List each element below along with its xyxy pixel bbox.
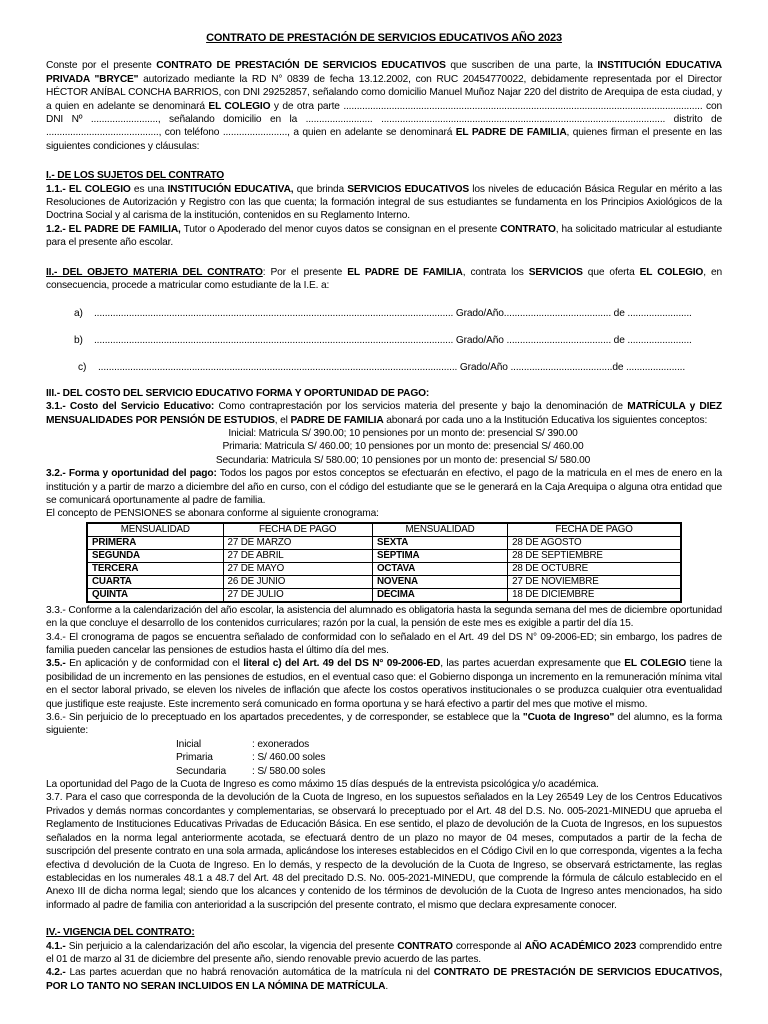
column-header: MENSUALIDAD [87, 523, 223, 537]
clause-1-1 [46, 183, 722, 223]
intro-padre: EL PADRE DE FAMILIA [455, 127, 567, 139]
clause-3-7: 3.7. Para el caso que corresponda de la devolución de la Cuota de Ingreso, en los supuestos señalados en la Ley 26549 Ley de los Centros Educativos Privados y demás normas concordantes y complementarias, se observará lo preceptuado por el Art. 48 del D.S. No. 005-2021-MINEDU que aprueba el Reglamento de Instituciones Educativas Privadas de Educación Básica. En ese sentido, el plazo de devolución de la Cuota de Ingresos, en los supuestos señalados en la norma legal anteriormente acotada, se efectuará dentro de un plazo no mayor de 04 meses, computados a partir de la fecha de suscripción del presente contrato en una sola armada, aplicándose los intereses establecidos en el Código Civil en lo que corresponda, vigentes a la fecha efectiva d devolución de la Cuota de Ingreso. En lo demás, y respecto de la devolución de la Cuota de Ingreso, se observará estrictamente, las reglas establecidas en los numerales 48.1 a 48.7 del Art. 48 del precitado D.S. No. 005-2021-MINEDU, que comprende la fórmula de cálculo establecido en el Anexo III de dicha norma legal; siendo que los alcances y contenido de los términos de devolución de la Cuota de Ingreso antes mencionados, ha sido informado al padre de familia con anterioridad a la suscripción del presente contrato, el mismo que declara expresamente conocer. [46, 792, 722, 911]
table-row [87, 575, 681, 588]
intro-paragraph [46, 59, 722, 153]
clause-text: es una [130, 183, 168, 195]
column-header: FECHA DE PAGO [508, 523, 681, 537]
student-line-label: a) [74, 307, 83, 319]
clause-3-5 [46, 657, 722, 711]
student-line-label: b) [74, 334, 83, 346]
table-cell: CUARTA [87, 575, 223, 588]
table-cell: 27 DE NOVIEMBRE [508, 575, 681, 588]
intro-institution-name: INSTITUCIÓN EDUCATIVA PRIVADA "BRYCE" [46, 60, 723, 85]
intro-contract-name: CONTRATO DE PRESTACIÓN DE SERVICIOS EDUCATIVOS [156, 60, 446, 72]
clause-text: : Por el presente [262, 266, 348, 278]
clause-text: , contrata los [462, 266, 529, 278]
student-line-a [46, 307, 722, 320]
table-cell: 27 DE MAYO [223, 562, 372, 575]
cuota-ingreso-list [46, 738, 722, 778]
clause-text: comprendido entre el 01 de marzo al 31 de diciembre del presente año, siendo renovable previo acuerdo de las partes. [46, 940, 722, 965]
table-cell: 27 DE MARZO [223, 536, 372, 549]
clause-text: , las partes acuerdan expresamente que [440, 658, 625, 670]
table-cell: 18 DE DICIEMBRE [508, 588, 681, 602]
table-cell: OCTAVA [372, 562, 507, 575]
cuota-row [176, 765, 722, 778]
table-cell: DÉCIMA [372, 588, 507, 602]
clause-bold: SERVICIOS EDUCATIVOS [347, 183, 470, 195]
clause-text: , el [274, 414, 291, 426]
table-row [87, 588, 681, 602]
clause-text: tiene la posibilidad de un incremento en las pensiones de estudios, en el eventual caso que: el Gobierno disponga un incremento en la remuneración mínima vital en el sector laboral privado, se eleven los niveles de inflación que afecte los costos operativos institucionales o se produzca cualquier otra eventualidad que justifique este reajuste. Este incremento será comunicado en forma oportuna y se hará efectivo a partir del mes que motive el mismo. [46, 658, 722, 710]
clause-text: . [385, 980, 389, 992]
clause-3-2 [46, 467, 722, 507]
clause-4-1 [46, 940, 722, 967]
student-line-blank: ...................................................................................................................................... Grado/Año ....................................... de ........................ [94, 334, 692, 346]
table-row [87, 549, 681, 562]
table-cell: TERCERA [87, 562, 223, 575]
clause-3-1 [46, 400, 722, 427]
table-cell: 26 DE JUNIO [223, 575, 372, 588]
section-1-heading [46, 169, 722, 182]
cuota-amount: : S/ 460.00 soles [252, 752, 326, 764]
schedule-intro: El concepto de PENSIONES se abonara conforme al siguiente cronograma: [46, 508, 379, 520]
student-line-blank: ...................................................................................................................................... Grado/Año........................................ de ........................ [94, 307, 692, 319]
table-cell: NOVENA [372, 575, 507, 588]
clause-3-4: 3.4.- El cronograma de pagos se encuentra señalado de conformidad con lo señalado en el Art. 49 del DS N° 09-2006-ED; sin embargo, los padres de familia pueden cancelar las pensiones de estudios hasta el último día del mes. [46, 631, 722, 656]
cuota-level: Inicial [176, 738, 201, 750]
clause-bold: MATRÍCULA y DIEZ MENSUALIDADES POR PENSIÓN DE ESTUDIOS [46, 401, 722, 426]
table-cell: SEGUNDA [87, 549, 223, 562]
clause-text: abonará por cada uno a la Institución Educativa los siguientes conceptos: [383, 414, 708, 426]
clause-bold: CONTRATO DE PRESTACIÓN DE SERVICIOS EDUCATIVOS, POR LO TANTO NO SERAN INCLUIDOS EN LA NÓMINA DE MATRÍCULA [46, 967, 722, 992]
column-header: FECHA DE PAGO [223, 523, 372, 537]
clause-bold: EL PADRE DE FAMILIA [347, 266, 463, 278]
clause-4-2 [46, 966, 722, 993]
clause-number: 3.2.- Forma y oportunidad del pago: [46, 468, 217, 480]
table-cell: 28 DE OCTUBRE [508, 562, 681, 575]
student-line-b [46, 334, 722, 347]
table-cell: QUINTA [87, 588, 223, 602]
table-cell: 27 DE ABRIL [223, 549, 372, 562]
section-2-title: II.- DEL OBJETO MATERIA DEL CONTRATO [46, 266, 263, 278]
section-4-title: IV.- VIGENCIA DEL CONTRATO: [46, 927, 195, 939]
intro-text: que suscriben de una parte, la [445, 60, 598, 72]
clause-number: 4.1.- [46, 940, 66, 952]
intro-text: , quienes firman el presente en las siguientes condiciones y cláusulas: [46, 127, 723, 152]
clause-bold: literal c) del Art. 49 del DS N° 09-2006-ED [243, 658, 441, 670]
cuota-note: La oportunidad del Pago de la Cuota de Ingreso es como máximo 15 días después de la entrevista psicológica y/o académica. [46, 779, 599, 791]
cuota-row [176, 738, 722, 751]
clause-text: del alumno, es la forma siguiente: [46, 712, 723, 737]
clause-number: 4.2.- [46, 967, 66, 979]
cuota-amount: : exonerados [252, 738, 310, 750]
cuota-row [176, 751, 722, 764]
clause-text: que oferta [582, 266, 640, 278]
clause-bold: "Cuota de Ingreso" [522, 712, 615, 724]
column-header: MENSUALIDAD [372, 523, 507, 537]
intro-text: Conste por el presente [46, 60, 157, 72]
cuota-level: Secundaria [176, 765, 227, 777]
clause-number: 1.2.- EL PADRE DE FAMILIA, [46, 223, 181, 235]
cuota-amount: : S/ 580.00 soles [252, 765, 326, 777]
clause-text: Como contraprestación por los servicios materia del presente y bajo la denominación de [214, 401, 628, 413]
clause-text: En aplicación y de conformidad con el [65, 658, 244, 670]
student-line-label: c) [78, 362, 87, 374]
section-3-title: III.- DEL COSTO DEL SERVICIO EDUCATIVO FORMA Y OPORTUNIDAD DE PAGO [46, 387, 426, 399]
table-cell: 28 DE SEPTIEMBRE [508, 549, 681, 562]
clause-text: Sin perjuicio a la calendarización del año escolar, la vigencia del presente [65, 940, 398, 952]
student-line-c [46, 361, 722, 374]
clause-text: , en consecuencia, procede a matricular como estudiante de la I.E. a: [46, 266, 722, 292]
intro-text: y de otra parte ...................................................................................................................................... con DNI Nº ........................., señalando domicilio en la ......................... .......................................................................................................... distrito de .........................................., con teléfono ........................, a quien en adelante se denominará [46, 100, 722, 139]
cost-inicial: Inicial: Matricula S/ 390.00; 10 pensiones por un monto de: presencial S/ 390.00 [228, 427, 578, 439]
table-cell: 28 DE AGOSTO [508, 536, 681, 549]
section-3-heading: III.- DEL COSTO DEL SERVICIO EDUCATIVO FORMA Y OPORTUNIDAD DE PAGO: [46, 387, 430, 399]
clause-3-3: 3.3.- Conforme a la calendarización del año escolar, la asistencia del alumnado es obligatoria hasta la segunda semana del mes de diciembre oportunidad en la que concluye el desarrollo de los contenidos curriculares; razón por la cual, la pensión de este mes es exigible a partir del día 15. [46, 604, 722, 630]
clause-text: , ha solicitado matricular al estudiante para el presente año escolar. [46, 223, 722, 249]
clause-bold: INSTITUCIÓN EDUCATIVA, [167, 183, 294, 195]
clause-bold: CONTRATO [397, 940, 453, 952]
clause-bold: EL COLEGIO [639, 266, 704, 278]
clause-bold: AÑO ACADÉMICO 2023 [524, 940, 637, 952]
clause-1-2 [46, 223, 722, 250]
section-2 [46, 266, 722, 293]
intro-text: autorizado mediante la RD N° 0839 de fecha 13.12.2002, con RUC 20454770022, debidamente representada por el Director HÉCTOR ANÍBAL CONCHA BARRIOS, con DNI 29252857, señalando como domicilio Manuel Muñoz Najar 220 del distrito de Arequipa de esta ciudad, y a quien en adelante se denominará [46, 73, 722, 112]
clause-number: 3.5.- [46, 658, 66, 670]
table-row [87, 562, 681, 575]
cost-primaria: Primaria: Matricula S/ 460.00; 10 pensiones por un monto de: presencial S/ 460.00 [222, 441, 584, 453]
clause-bold: PADRE DE FAMILIA [290, 414, 384, 426]
clause-text: Tutor o Apoderado del menor cuyos datos se consignan en el presente [180, 223, 501, 235]
section-4-heading [46, 926, 722, 939]
table-cell: SEXTA [372, 536, 507, 549]
table-cell: PRIMERA [87, 536, 223, 549]
clause-text: Todos los pagos por estos conceptos se efectuarán en efectivo, el pago de la matricula en el mes de enero en la institución y a partir de marzo a diciembre del año en curso, con el código del estudiante que se le generará en la Caja Arequipa o alguna otra entidad que se comunicará oportunamente al padre de familia. [46, 468, 722, 506]
clause-text: corresponde al [452, 940, 525, 952]
clause-number: 3.1.- Costo del Servicio Educativo: [46, 401, 215, 413]
clause-bold: CONTRATO [500, 223, 556, 235]
section-1-title: I.- DE LOS SUJETOS DEL CONTRATO [46, 170, 224, 182]
payment-schedule-table [86, 522, 682, 603]
clause-bold: EL COLEGIO [624, 658, 687, 670]
table-row [87, 536, 681, 549]
clause-text: que brinda [293, 183, 348, 195]
cost-secundaria: Secundaria: Matricula S/ 580.00; 10 pensiones por un monto de: presencial S/ 580.00 [215, 454, 591, 466]
intro-colegio: EL COLEGIO [208, 100, 271, 112]
student-line-blank: ...................................................................................................................................... Grado/Año ......................................de ...................... [98, 362, 685, 374]
table-cell: 27 DE JULIO [223, 588, 372, 602]
clause-text: los niveles de educación Básica Regular en mérito a las Resoluciones de Autorización y Registro con las que cuenta; la formación integral de sus estudiantes se fundamenta en los Principios Axiológicos de la Doctrina Social y al carisma de la institución, contenidos en su Reglamento Interno. [46, 183, 722, 222]
clause-text: 3.6.- Sin perjuicio de lo preceptuado en los apartados precedentes, y de corresponder, se establece que la [46, 712, 523, 724]
table-cell: SÉPTIMA [372, 549, 507, 562]
clause-3-6 [46, 711, 722, 738]
clause-number: 1.1.- EL COLEGIO [46, 183, 131, 195]
document-title: CONTRATO DE PRESTACIÓN DE SERVICIOS EDUCATIVOS AÑO 2023 [206, 32, 562, 44]
cuota-level: Primaria [176, 752, 213, 764]
clause-bold: SERVICIOS [528, 266, 583, 278]
table-header-row [87, 523, 681, 537]
clause-text: Las partes acuerdan que no habrá renovación automática de la matrícula ni del [65, 967, 434, 979]
